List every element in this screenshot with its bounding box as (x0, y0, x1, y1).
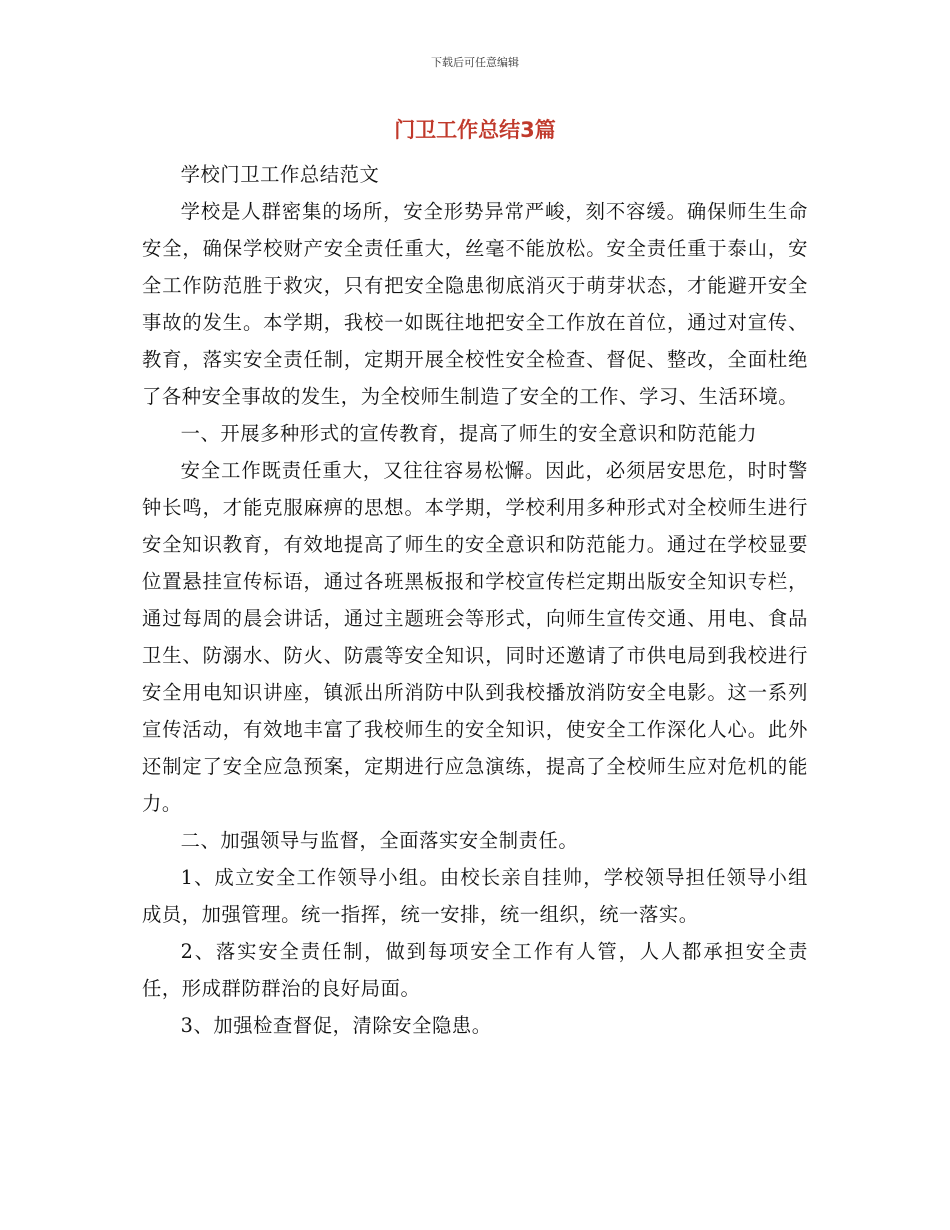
paragraph-heading-one: 一、开展多种形式的宣传教育，提高了师生的安全意识和防范能力 (180, 422, 758, 445)
paragraph-education: 安全工作既责任重大，又往往容易松懈。因此，必须居安思危，时时警钟长鸣，才能克服麻痹的思想。本学期，学校利用多种形式对全校师生进行安全知识教育，有效地提高了师生的安全意识和防范能力。通过在学校显要位置悬挂宣传标语，通过各班黑板报和学校宣传栏定期出版安全知识专栏，通过每周的晨会讲话，通过主题班会等形式，向师生宣传交通、用电、食品卫生、防溺水、防火、防震等安全知识，同时还邀请了市供电局到我校进行安全用电知识讲座，镇派出所消防中队到我校播放消防安全电影。这一系列宣传活动，有效地丰富了我校师生的安全知识，使安全工作深化人心。此外还制定了安全应急预案，定期进行应急演练，提高了全校师生应对危机的能力。 (142, 459, 808, 815)
header-note: 下载后可任意编辑 (431, 56, 519, 69)
paragraph-item-two: 2、落实安全责任制，做到每项安全工作有人管，人人都承担安全责任，形成群防群治的良好局面。 (142, 940, 808, 1000)
document-title: 门卫工作总结3篇 (394, 118, 556, 142)
document-body (142, 156, 808, 1044)
paragraph-subtitle: 学校门卫工作总结范文 (180, 163, 380, 186)
paragraph-heading-two: 二、加强领导与监督，全面落实安全制责任。 (180, 829, 579, 852)
paragraph-item-three: 3、加强检查督促，清除安全隐患。 (180, 1014, 492, 1037)
paragraph-intro: 学校是人群密集的场所，安全形势异常严峻，刻不容缓。确保师生生命安全，确保学校财产安全责任重大，丝毫不能放松。安全责任重于泰山，安全工作防范胜于救灾，只有把安全隐患彻底消灭于萌芽状态，才能避开安全事故的发生。本学期，我校一如既往地把安全工作放在首位，通过对宣传、教育，落实安全责任制，定期开展全校性安全检查、督促、整改，全面杜绝了各种安全事故的发生，为全校师生制造了安全的工作、学习、生活环境。 (142, 200, 808, 408)
paragraph-item-one: 1、成立安全工作领导小组。由校长亲自挂帅，学校领导担任领导小组成员，加强管理。统一指挥，统一安排，统一组织，统一落实。 (142, 866, 808, 926)
